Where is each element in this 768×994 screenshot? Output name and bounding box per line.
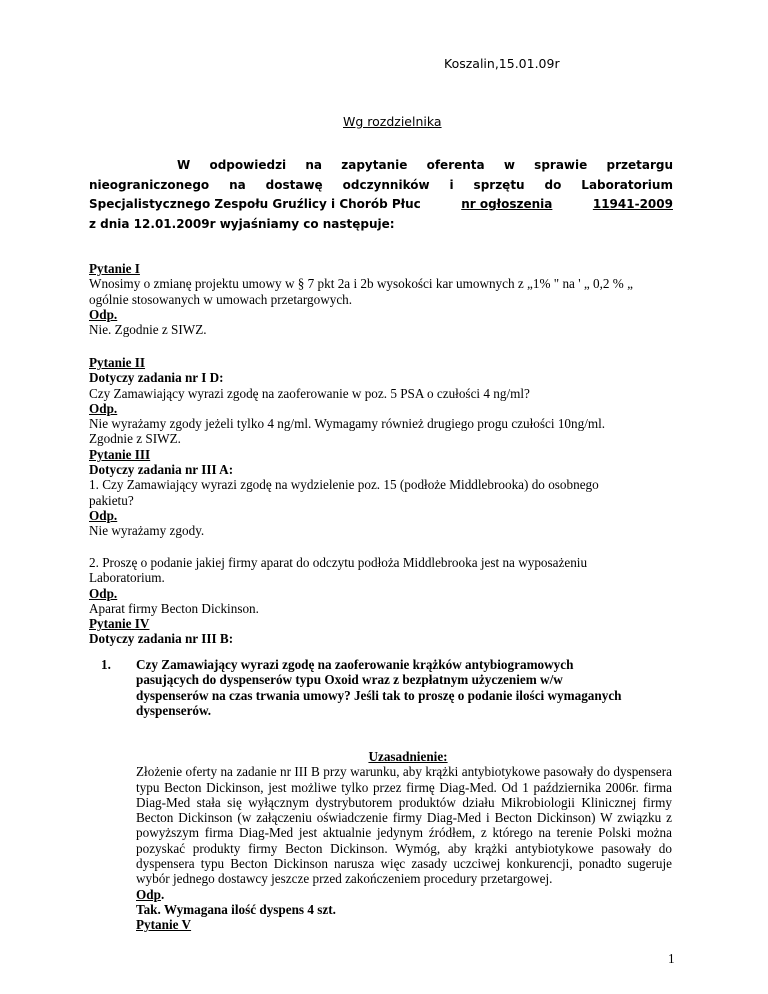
city-date: Koszalin,15.01.09r <box>444 56 560 71</box>
question-3-answer-1: Nie wyrażamy zgody. <box>89 523 205 539</box>
question-2-text: Czy Zamawiający wyrazi zgodę na zaoferowanie w poz. 5 PSA o czułości 4 ng/ml? <box>89 385 530 401</box>
intro-paragraph <box>89 156 673 234</box>
question-1 <box>89 261 689 337</box>
question-3-answer-label-2: Odp. <box>89 585 118 601</box>
question-3-text-1a: 1. Czy Zamawiający wyrazi zgodę na wydzielenie poz. 15 (podłoże Middlebrooka) do osobnego <box>89 477 599 493</box>
question-4-task: Dotyczy zadania nr III B: <box>89 631 234 647</box>
intro-line-3: Specjalistycznego Zespołu Gruźlicy i Chorób Płuc nr ogłoszenia 11941-2009 <box>89 195 673 215</box>
question-2 <box>89 355 689 539</box>
question-4-answer: Tak. Wymagana ilość dyspens 4 szt. <box>136 901 336 917</box>
question-4-heading: Pytanie IV <box>89 616 150 632</box>
justification-block <box>136 749 672 933</box>
page-number: 1 <box>668 951 675 966</box>
announcement-number: 11941-2009 <box>592 197 673 211</box>
justification-heading: Uzasadnienie: <box>368 749 448 764</box>
question-1-answer: Nie. Zgodnie z SIWZ. <box>89 322 207 338</box>
recipient-line: Wg rozdzielnika <box>343 114 442 129</box>
question-4-item-line-3: dyspenserów na czas trwania umowy? Jeśli tak to proszę o podanie ilości wymaganych <box>136 687 622 703</box>
announcement-number-label: nr ogłoszenia <box>461 197 553 211</box>
question-3-answer-2: Aparat firmy Becton Dickinson. <box>89 600 259 616</box>
question-3-answer-label-1: Odp. <box>89 507 118 523</box>
intro-line-2: nieograniczonego na dostawę odczynników i sprzętu do Laboratorium <box>89 177 673 192</box>
question-3-text-1b: pakietu? <box>89 492 134 508</box>
question-1-answer-label: Odp. <box>89 306 118 322</box>
question-3-task: Dotyczy zadania nr III A: <box>89 462 234 478</box>
question-4-item <box>89 657 689 718</box>
question-3-part-2 <box>89 555 689 647</box>
question-4-item-line-1: Czy Zamawiający wyrazi zgodę na zaoferowanie krążków antybiogramowych <box>136 657 574 672</box>
question-1-text-line-1: Wnosimy o zmianę projektu umowy w § 7 pkt 2a i 2b wysokości kar umownych z „1% " na ' „ 0,2 % „ <box>89 276 633 292</box>
question-2-answer-line-1: Nie wyrażamy zgody jeżeli tylko 4 ng/ml. Wymagamy również drugiego progu czułości 10ng/ml. <box>89 416 606 432</box>
question-4-item-line-4: dyspenserów. <box>136 702 212 718</box>
question-3-text-2a: 2. Proszę o podanie jakiej firmy aparat do odczytu podłoża Middlebrooka jest na wyposażeniu <box>89 555 588 570</box>
question-4-answer-label: Odp. <box>136 886 165 902</box>
question-1-heading: Pytanie I <box>89 261 140 276</box>
question-3-heading: Pytanie III <box>89 446 151 462</box>
intro-line-1: W odpowiedzi na zapytanie oferenta w sprawie przetargu <box>177 158 673 172</box>
justification-text: Złożenie oferty na zadanie nr III B przy warunku, aby krążki antybiotykowe pasowały do dyspensera typu Becton Dickinson, jest możliwe tylko przez firmę Diag-Med. Od 1 października 2006r. firma Diag-Med stała się wyłącznym dystrybutorem produktów działu Mikrobiologii Klinicznej firmy Becton Dickinson (w załączeniu oświadczenie firmy Diag-Med i Becton Dickinson) W związku z powyższym firma Diag-Med jest aktualnie jedynym źródłem, z którego na terenie Polski można pozyskać produkty firmy Becton Dickinson. Wymóg, aby krążki antybiotykowe pasowały do dyspensera typu Becton Dickinson narusza więc zasady uczciwej konkurencji, ponadto sugeruje wybór jednego dostawcy jeszcze przed zakończeniem procedury przetargowej. <box>136 764 672 887</box>
intro-line-4: z dnia 12.01.2009r wyjaśniamy co następuje: <box>89 216 395 231</box>
question-1-text-line-2: ogólnie stosowanych w umowach przetargowych. <box>89 291 353 307</box>
question-2-task: Dotyczy zadania nr I D: <box>89 370 224 386</box>
question-3-text-2b: Laboratorium. <box>89 570 165 586</box>
question-4-item-line-2: pasujących do dyspenserów typu Oxoid wraz z bezpłatnym użyczeniem w/w <box>136 672 563 688</box>
question-4-item-number: 1. <box>101 657 111 672</box>
question-2-answer-line-2: Zgodnie z SIWZ. <box>89 431 181 447</box>
question-2-answer-label: Odp. <box>89 400 118 416</box>
question-5-heading: Pytanie V <box>136 917 192 933</box>
question-2-heading: Pytanie II <box>89 355 146 370</box>
